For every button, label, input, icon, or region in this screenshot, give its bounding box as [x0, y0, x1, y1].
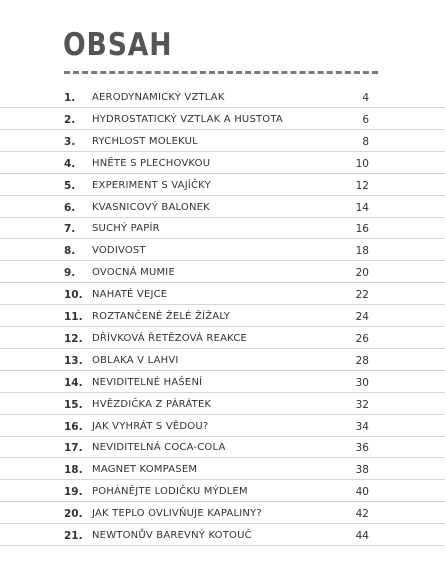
toc-entry[interactable] — [0, 502, 445, 524]
toc-entry-number: 9. — [64, 267, 76, 280]
toc-entry-page-number: 20 — [355, 267, 369, 280]
toc-entry[interactable] — [0, 480, 445, 502]
toc-entry[interactable] — [0, 371, 445, 393]
toc-entry-title: EXPERIMENT S VAJÍČKY — [92, 179, 211, 191]
toc-entry-title: VODIVOST — [92, 245, 146, 257]
toc-entry[interactable] — [0, 152, 445, 174]
toc-entry[interactable] — [0, 349, 445, 371]
toc-entry-title: HYDROSTATICKÝ VZTLAK A HUSTOTA — [92, 113, 283, 125]
toc-entry-page-number: 40 — [355, 486, 369, 499]
toc-entry-number: 7. — [64, 223, 76, 236]
toc-entry-number: 13. — [64, 354, 83, 367]
toc-entry-page-number: 24 — [355, 311, 369, 323]
toc-entry[interactable] — [0, 217, 445, 239]
toc-entry-page-number: 36 — [355, 442, 369, 455]
toc-entry[interactable] — [0, 174, 445, 196]
toc-entry-title: ROZTANČENÉ ŽELÉ ŽÍŽALY — [92, 311, 231, 322]
toc-entry[interactable] — [0, 458, 445, 480]
toc-entry[interactable] — [0, 327, 445, 349]
toc-entry-number: 15. — [64, 398, 83, 411]
toc-entry-number: 12. — [64, 332, 83, 345]
dashed-divider — [64, 71, 378, 74]
toc-entry-title: HNĚTE S PLECHOVKOU — [92, 157, 211, 169]
toc-entry[interactable] — [0, 108, 445, 130]
toc-entry-page-number: 30 — [355, 376, 369, 389]
toc-entry-page-number: 18 — [355, 245, 369, 258]
toc-entry-number: 19. — [64, 486, 83, 499]
toc-entry-title: DŘÍVKOVÁ ŘETĚZOVÁ REAKCE — [92, 332, 248, 344]
toc-entry-page-number: 26 — [355, 332, 369, 345]
toc-entry-title: KVASNICOVÝ BALONEK — [92, 201, 210, 213]
toc-entry-number: 8. — [64, 245, 76, 258]
toc-entry-number: 10. — [64, 289, 83, 302]
toc-entry-number: 6. — [64, 201, 76, 214]
toc-entry-page-number: 22 — [355, 289, 369, 302]
toc-entry[interactable] — [0, 86, 445, 108]
toc-entry-page-number: 32 — [355, 398, 369, 411]
toc-entry-title: MAGNET KOMPASEM — [92, 464, 198, 476]
toc-entry[interactable] — [0, 261, 445, 283]
toc-entry[interactable] — [0, 436, 445, 458]
toc-entry-title: NEVIDITELNÉ HAŠENÍ — [92, 376, 203, 388]
toc-entry-title: POHÁNĚJTE LODIČKU MÝDLEM — [92, 486, 248, 498]
toc-entry-number: 18. — [64, 464, 83, 477]
toc-entry-number: 2. — [64, 113, 76, 126]
page-title: OBSAH — [63, 27, 173, 63]
toc-entry-number: 20. — [64, 508, 83, 521]
toc-entry-page-number: 12 — [355, 179, 369, 192]
toc-entry-page-number: 44 — [355, 530, 369, 542]
toc-entry-number: 17. — [64, 442, 83, 455]
toc-entry-page-number: 14 — [355, 201, 369, 214]
toc-entry-title: JAK VYHRÁT S VĚDOU? — [92, 420, 209, 432]
toc-entry[interactable] — [0, 196, 445, 218]
toc-entry[interactable] — [0, 305, 445, 327]
toc-entry-page-number: 16 — [355, 223, 369, 236]
toc-entry-title: RYCHLOST MOLEKUL — [92, 135, 198, 147]
toc-entry-number: 16. — [64, 420, 83, 433]
toc-entry-page-number: 10 — [355, 157, 369, 170]
toc-entry-number: 5. — [64, 179, 76, 192]
toc-entry[interactable] — [0, 393, 445, 415]
toc-entry-title: NEWTONŮV BAREVNÝ KOTOUČ — [92, 530, 252, 541]
toc-entry[interactable] — [0, 239, 445, 261]
toc-entry-number: 4. — [64, 157, 76, 170]
toc-entry-page-number: 28 — [355, 354, 369, 367]
toc-entry[interactable] — [0, 415, 445, 437]
toc-entry[interactable] — [0, 283, 445, 305]
toc-entry-title: OVOCNÁ MUMIE — [92, 267, 175, 279]
toc-entry-title: SUCHÝ PAPÍR — [92, 223, 160, 235]
toc-entry-number: 14. — [64, 376, 83, 389]
toc-entry-page-number: 42 — [355, 508, 369, 521]
toc-entry-page-number: 38 — [355, 464, 369, 477]
toc-entry-number: 21. — [64, 530, 83, 542]
toc-entry[interactable] — [0, 130, 445, 152]
toc-entry-title: HVĚZDIČKA Z PÁRÁTEK — [92, 398, 212, 410]
toc-entry-page-number: 34 — [355, 420, 369, 433]
toc-entry-title: NEVIDITELNÁ COCA-COLA — [92, 442, 226, 454]
toc-entry-page-number: 6 — [362, 113, 369, 126]
toc-entry-title: OBLAKA V LAHVI — [92, 354, 179, 366]
toc-entry-title: AERODYNAMICKÝ VZTLAK — [92, 92, 225, 103]
toc-entry-title: NAHATÉ VEJCE — [92, 289, 168, 301]
toc-entry-page-number: 4 — [362, 92, 369, 104]
toc-entry[interactable] — [0, 524, 445, 546]
toc-entry-number: 11. — [64, 311, 83, 323]
toc-entry-title: JAK TEPLO OVLIVŇUJE KAPALINY? — [92, 508, 262, 520]
toc-entry-number: 1. — [64, 92, 76, 104]
toc-entry-page-number: 8 — [362, 135, 369, 148]
toc-entry-number: 3. — [64, 135, 76, 148]
